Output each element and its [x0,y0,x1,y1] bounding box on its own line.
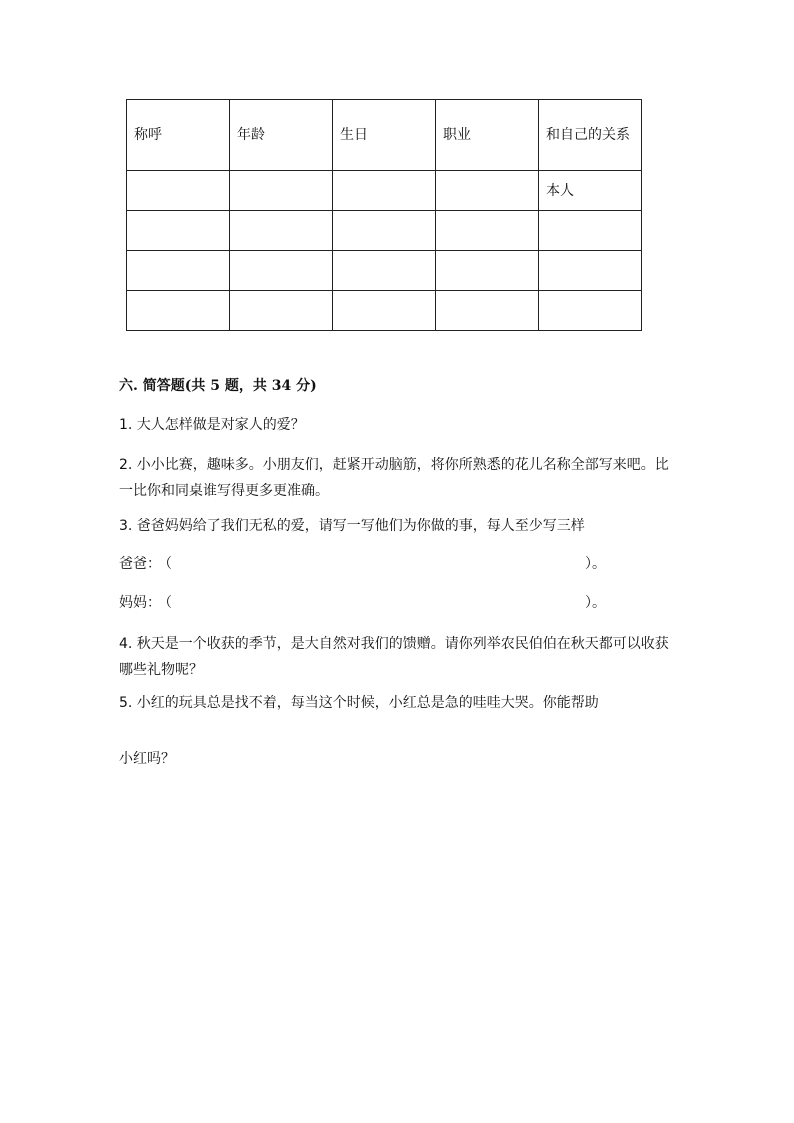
table-cell[interactable] [230,251,333,291]
table-cell[interactable] [333,171,436,211]
table-cell[interactable] [127,251,230,291]
table-cell[interactable] [333,251,436,291]
close-paren: ）。 [585,595,606,611]
table-cell[interactable] [333,291,436,331]
table-cell[interactable] [230,211,333,251]
table-cell[interactable] [539,291,642,331]
table-row [127,251,642,291]
section-title: 六. 简答题(共 5 题，共 34 分) [119,378,317,394]
table-cell[interactable] [230,291,333,331]
table-cell[interactable] [127,211,230,251]
table-cell[interactable] [539,211,642,251]
question-1: 1. 大人怎样做是对家人的爱？ [119,417,305,433]
question-3: 3. 爸爸妈妈给了我们无私的爱，请写一写他们为你做的事，每人至少写三样 [119,518,585,534]
table-cell[interactable] [436,251,539,291]
table-cell[interactable] [539,251,642,291]
family-info-table [126,99,642,331]
table-header-row [127,100,642,171]
open-paren: （ [165,595,172,611]
table-row [127,211,642,251]
open-paren: （ [165,556,172,572]
table-cell[interactable] [333,211,436,251]
table-cell: 本人 [539,171,642,211]
header-relation-cell: 和自己的关系 [539,100,642,171]
table-cell[interactable] [436,291,539,331]
table-cell[interactable] [127,171,230,211]
table-cell[interactable] [436,211,539,251]
question-5: 5. 小红的玩具总是找不着，每当这个时候，小红总是急的哇哇大哭。你能帮助 [119,695,599,711]
header-occupation-cell: 职业 [436,100,539,171]
table-cell[interactable] [127,291,230,331]
fill-label: 爸爸： [119,556,161,572]
header-age-cell: 年龄 [230,100,333,171]
question-2: 2. 小小比赛，趣味多。小朋友们，赶紧开动脑筋，将你所熟悉的花儿名称全部写来吧。比一比你和同桌谁写得更多更准确。 [119,457,669,499]
table-row [127,171,642,211]
table-cell[interactable] [230,171,333,211]
fill-label: 妈妈： [119,595,161,611]
fill-line-mother [119,590,619,616]
question-5-continued: 小红吗？ [119,751,175,767]
header-birthday-cell: 生日 [333,100,436,171]
close-paren: ）。 [585,556,606,572]
table-cell[interactable] [436,171,539,211]
table-row [127,291,642,331]
header-title-cell: 称呼 [127,100,230,171]
question-4: 4. 秋天是一个收获的季节，是大自然对我们的馈赠。请你列举农民伯伯在秋天都可以收获哪些礼物呢？ [119,636,669,678]
fill-line-father [119,551,619,577]
